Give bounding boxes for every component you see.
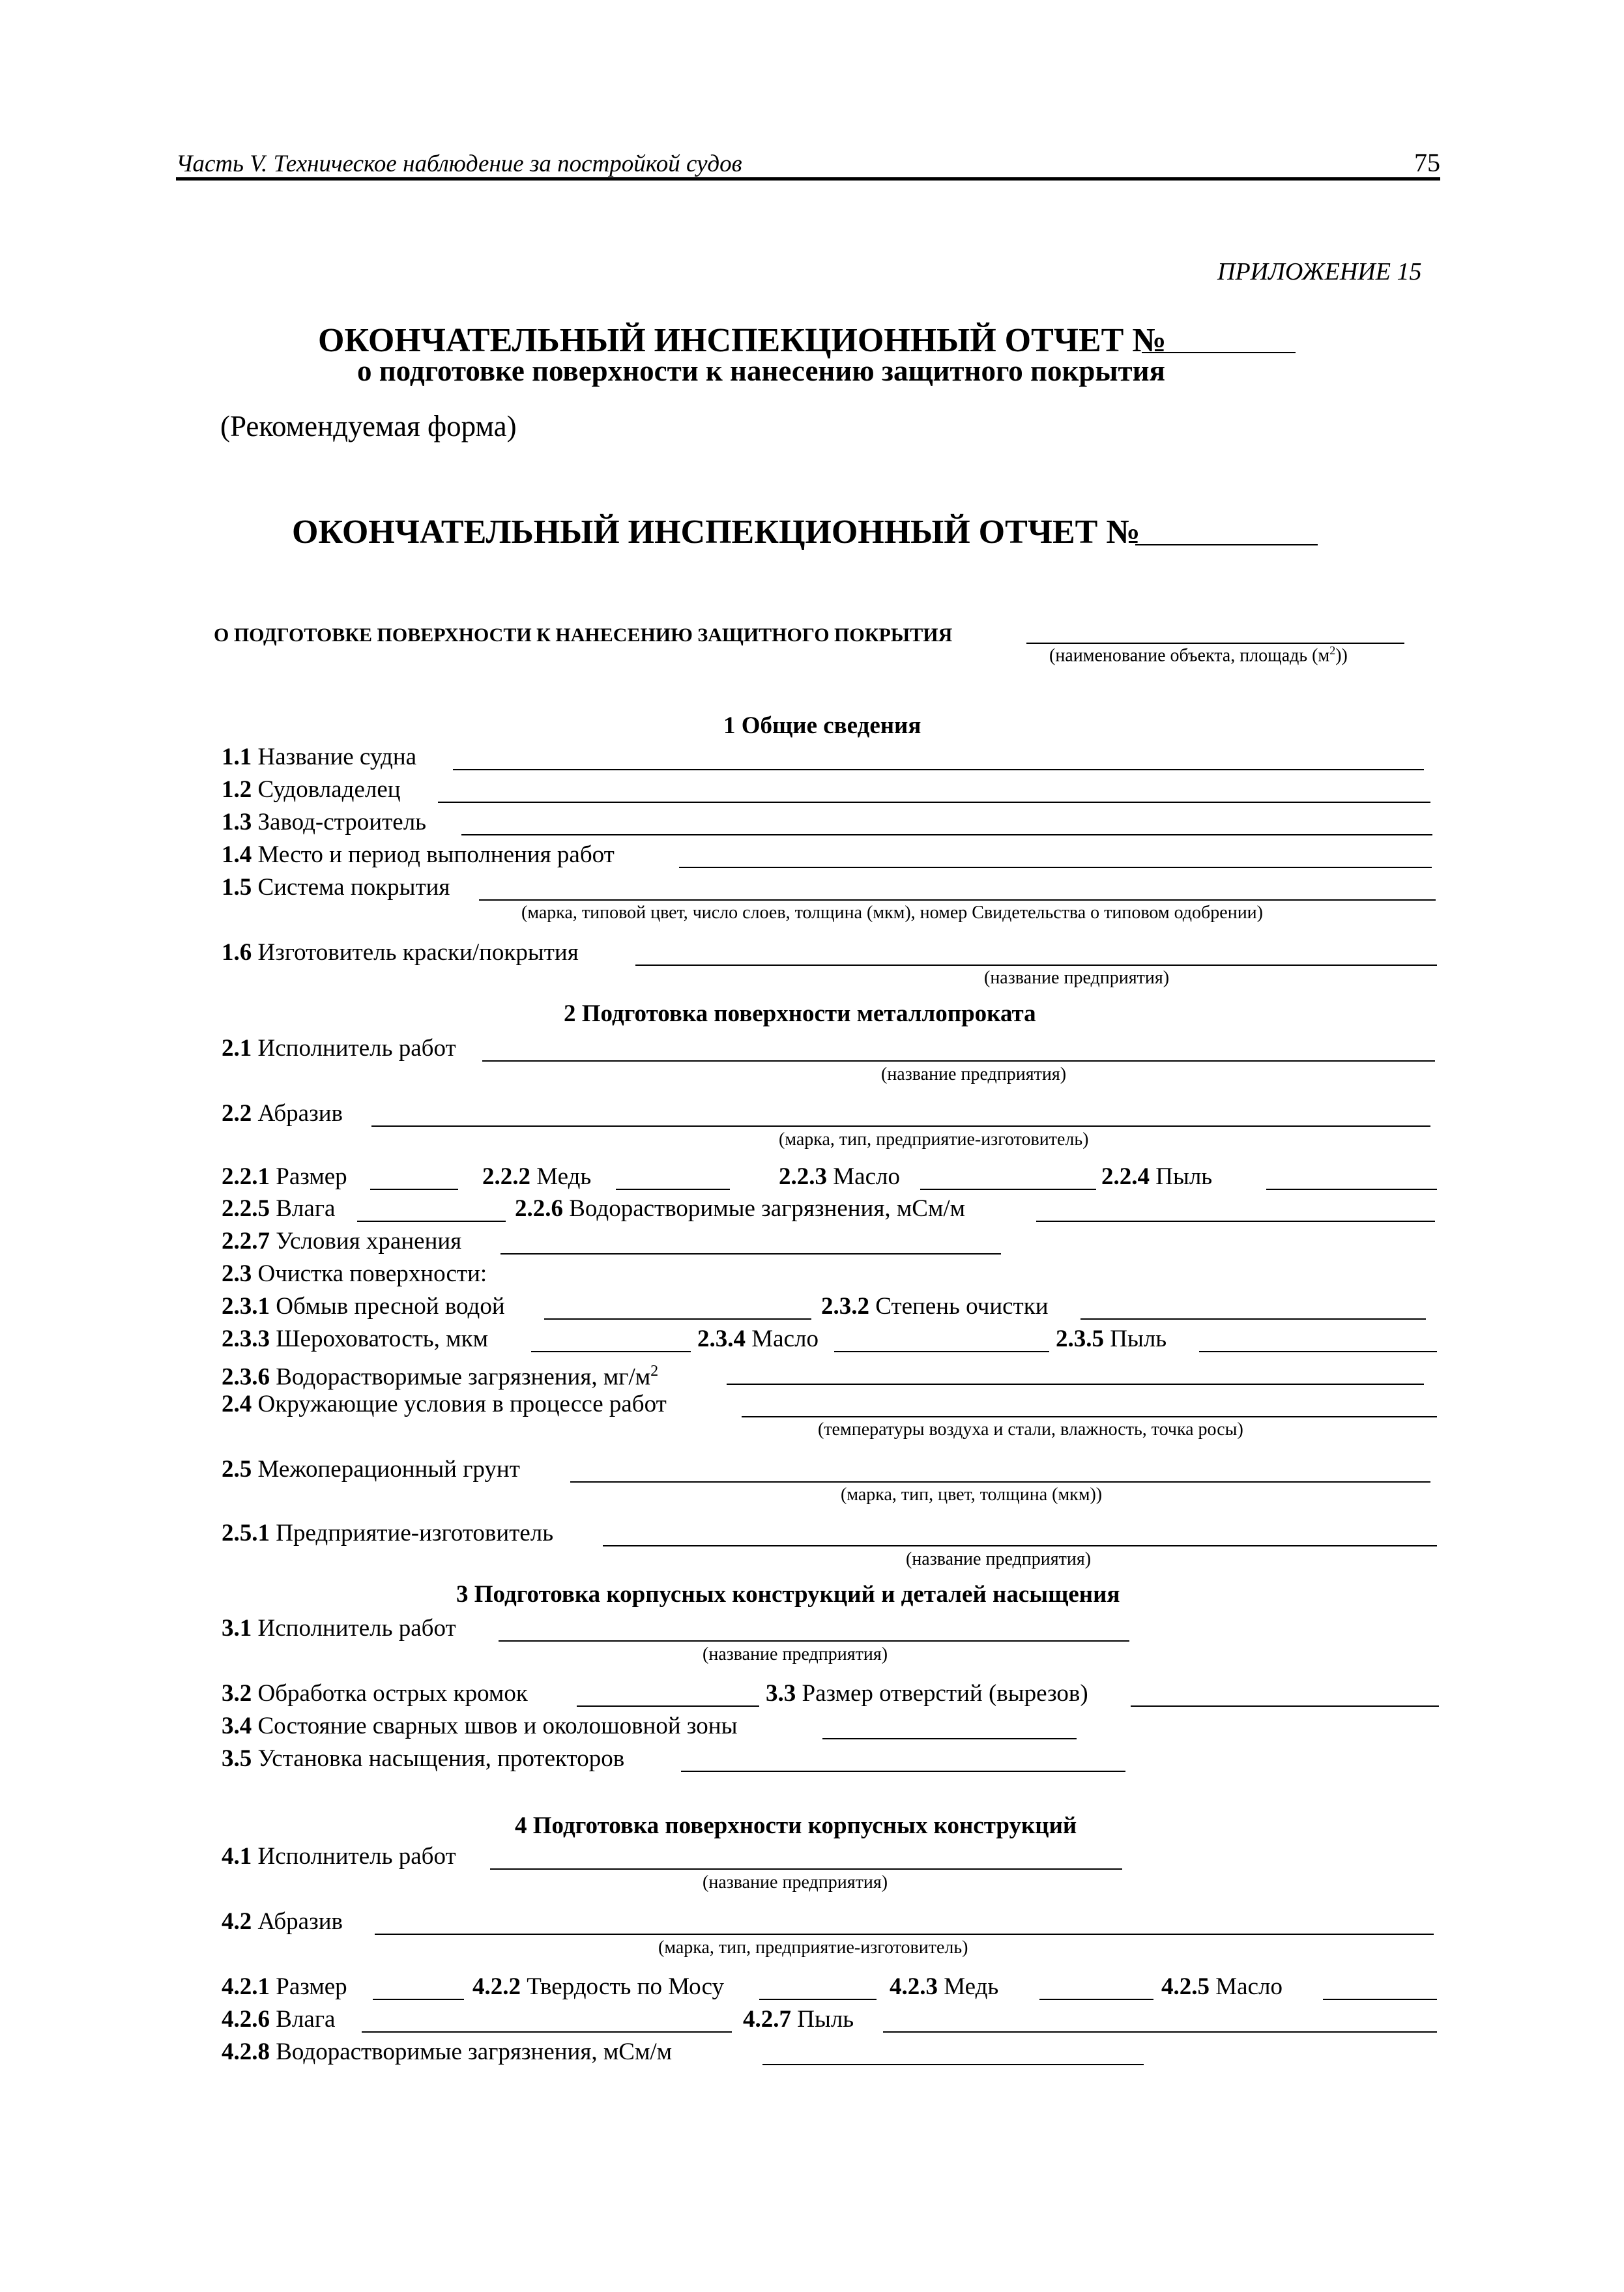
openings-size-input[interactable] [1131,1705,1439,1707]
outfitting-input[interactable] [681,1771,1125,1772]
field-2-2-1 [222,1165,347,1189]
label: Обработка острых кромок [257,1680,528,1707]
field-4-2-1 [222,1975,347,1999]
label: Пыль [1155,1163,1213,1190]
num: 2.3.2 [821,1293,869,1320]
num: 4.2.6 [222,2006,270,2033]
mohs-hardness-input[interactable] [759,1999,877,2000]
num: 3.3 [766,1680,796,1707]
report-title: ОКОНЧАТЕЛЬНЫЙ ИНСПЕКЦИОННЫЙ ОТЧЕТ № [318,322,1167,359]
num: 2.2 [222,1100,252,1127]
page-number: 75 [1414,148,1440,177]
header-rule [176,177,1440,181]
field-2-5-1 [222,1521,553,1545]
num: 1.4 [222,841,252,868]
size-input[interactable] [370,1189,458,1190]
surface-dust-input[interactable] [1199,1351,1437,1352]
label: Размер [276,1973,347,2000]
field-1-6 [222,940,579,965]
label: Размер отверстий (вырезов) [802,1680,1088,1707]
field-4-1 [222,1844,456,1868]
num: 2.3.4 [697,1326,746,1352]
field-3-3 [766,1681,1088,1705]
num: 3.1 [222,1615,252,1642]
sharp-edges-input[interactable] [577,1705,759,1707]
paint-manufacturer-input[interactable] [635,965,1437,966]
label: Водорастворимые загрязнения, мг/м [276,1363,651,1391]
num: 2.2.1 [222,1163,270,1190]
field-2-5 [222,1457,520,1481]
num: 2.3.1 [222,1293,270,1320]
num: 3.4 [222,1713,252,1739]
num: 2.2.2 [482,1163,530,1190]
field-2-1 [222,1036,456,1060]
label: Размер [276,1163,347,1190]
field-2-2-6 [515,1197,965,1221]
surface-soluble-input[interactable] [727,1384,1424,1385]
field-2-2-2 [482,1165,591,1189]
object-caption-sup: 2 [1329,644,1336,657]
freshwater-wash-input[interactable] [544,1318,811,1320]
label: Очистка поверхности: [257,1260,487,1287]
label: Состояние сварных швов и околошовной зоны [257,1713,738,1739]
environment-input[interactable] [742,1416,1437,1417]
primer-manufacturer-input[interactable] [603,1545,1437,1546]
coating-system-input[interactable] [479,899,1436,901]
form-subtitle: О ПОДГОТОВКЕ ПОВЕРХНОСТИ К НАНЕСЕНИЮ ЗАЩИТНОГО ПОКРЫТИЯ [214,624,953,646]
oil-input[interactable] [920,1189,1096,1190]
contractor-input[interactable] [482,1060,1435,1062]
field-2-2-5 [222,1197,335,1221]
label: Абразив [257,1908,343,1935]
num: 3.2 [222,1680,252,1707]
label: Окружающие условия в процессе работ [257,1391,667,1417]
num: 2.2.4 [1101,1163,1150,1190]
object-name-caption [1049,644,1348,666]
environment-caption: (температуры воздуха и стали, влажность, точка росы) [818,1419,1243,1440]
field-2-2-7 [222,1229,461,1253]
field-4-2-7 [743,2007,854,2031]
running-title: Часть V. Техническое наблюдение за постройкой судов [176,151,742,177]
field-4-2-3 [890,1975,998,1999]
hull-contractor-caption: (название предприятия) [703,1644,888,1664]
field-2-2 [222,1101,343,1125]
label: Система покрытия [257,874,450,901]
section-4-title: 4 Подготовка поверхности корпусных конструкций [515,1812,1077,1839]
report-number-field[interactable] [1142,352,1296,353]
weld-condition-input[interactable] [822,1738,1077,1739]
num: 1.5 [222,874,252,901]
field-4-2-6 [222,2007,335,2031]
section-2-title: 2 Подготовка поверхности металлопроката [564,1000,1036,1027]
field-4-2-8 [222,2040,672,2064]
field-2-3-6 [222,1359,658,1389]
field-2-3 [222,1262,487,1286]
label: Исполнитель работ [257,1843,456,1870]
dust-input[interactable] [1266,1189,1437,1190]
num: 2.3 [222,1260,252,1287]
num: 2.2.5 [222,1195,270,1222]
field-1-1 [222,745,416,769]
hull-contractor-input[interactable] [499,1640,1129,1642]
field-2-3-1 [222,1294,505,1318]
num: 4.2.1 [222,1973,270,2000]
appendix-label: ПРИЛОЖЕНИЕ 15 [1217,258,1422,285]
abrasive-caption: (марка, тип, предприятие-изготовитель) [779,1129,1089,1150]
shipowner-input[interactable] [438,802,1430,803]
sup: 2 [650,1363,659,1380]
ship-name-input[interactable] [453,769,1424,770]
label: Завод-строитель [257,809,427,835]
num: 4.2.7 [743,2006,791,2033]
form-number-field[interactable] [1135,544,1318,545]
num: 2.3.3 [222,1326,270,1352]
field-2-3-5 [1056,1327,1167,1351]
field-2-2-4 [1101,1165,1212,1189]
form-title: ОКОНЧАТЕЛЬНЫЙ ИНСПЕКЦИОННЫЙ ОТЧЕТ № [292,514,1140,551]
field-3-4 [222,1714,737,1738]
report-subtitle: о подготовке поверхности к нанесению защитного покрытия [357,355,1165,387]
num: 4.2.2 [472,1973,521,2000]
num: 4.1 [222,1843,252,1870]
num: 1.6 [222,939,252,966]
label: Водорастворимые загрязнения, мСм/м [569,1195,966,1222]
field-3-2 [222,1681,528,1705]
label: Судовладелец [257,776,401,803]
num: 2.4 [222,1391,252,1417]
label: Установка насыщения, протекторов [257,1745,625,1772]
num: 2.2.7 [222,1228,270,1255]
abrasive-copper-input[interactable] [1039,1999,1153,2000]
surface-abrasive-caption: (марка, тип, предприятие-изготовитель) [658,1937,968,1958]
field-2-3-2 [821,1294,1049,1318]
section-3-title: 3 Подготовка корпусных конструкций и деталей насыщения [456,1581,1120,1608]
field-1-3 [222,810,426,834]
num: 1.1 [222,744,252,770]
surface-abrasive-input[interactable] [375,1934,1434,1935]
surface-contractor-input[interactable] [490,1868,1122,1870]
label: Предприятие-изготовитель [276,1520,554,1546]
field-4-2 [222,1909,343,1934]
num: 2.3.6 [222,1363,270,1391]
abrasive-soluble-input[interactable] [762,2064,1144,2065]
soluble-contaminants-input[interactable] [1036,1221,1435,1222]
num: 2.3.5 [1056,1326,1104,1352]
abrasive-oil-input[interactable] [1323,1999,1437,2000]
num: 4.2.8 [222,2038,270,2065]
field-2-3-4 [697,1327,819,1351]
moisture-input[interactable] [357,1221,506,1222]
label: Межоперационный грунт [257,1456,520,1483]
primer-manufacturer-caption: (название предприятия) [906,1549,1092,1569]
coating-system-caption: (марка, типовой цвет, число слоев, толщина (мкм), номер Свидетельства о типовом одобрении) [521,903,1263,923]
abrasive-dust-input[interactable] [883,2031,1437,2033]
field-1-5 [222,875,450,899]
label: Абразив [257,1100,343,1127]
label: Исполнитель работ [257,1615,456,1642]
field-1-2 [222,777,401,802]
label: Изготовитель краски/покрытия [257,939,579,966]
label: Твердость по Мосу [527,1973,725,2000]
field-3-1 [222,1616,456,1640]
label: Влага [276,1195,336,1222]
field-1-4 [222,843,615,867]
shop-primer-input[interactable] [570,1481,1430,1483]
num: 2.1 [222,1035,252,1062]
cleanliness-degree-input[interactable] [1080,1318,1426,1320]
object-caption-end: )) [1335,645,1348,666]
num: 2.2.6 [515,1195,563,1222]
label: Влага [276,2006,336,2033]
label: Медь [944,1973,999,2000]
label: Исполнитель работ [257,1035,456,1062]
object-caption-text: (наименование объекта, площадь (м [1049,645,1330,666]
field-2-4 [222,1392,667,1416]
recommended-form-note: (Рекомендуемая форма) [220,410,517,442]
abrasive-input[interactable] [371,1125,1430,1127]
section-1-title: 1 Общие сведения [723,712,921,739]
label: Название судна [257,744,417,770]
paint-manufacturer-caption: (название предприятия) [984,968,1170,988]
storage-conditions-input[interactable] [500,1253,1001,1255]
label: Водорастворимые загрязнения, мСм/м [276,2038,673,2065]
field-2-3-3 [222,1327,488,1351]
shop-primer-caption: (марка, тип, цвет, толщина (мкм)) [841,1485,1103,1505]
num: 3.5 [222,1745,252,1772]
label: Масло [833,1163,900,1190]
field-2-2-3 [779,1165,900,1189]
num: 2.5 [222,1456,252,1483]
num: 4.2.3 [890,1973,938,2000]
place-period-input[interactable] [679,867,1432,868]
num: 1.2 [222,776,252,803]
copper-input[interactable] [616,1189,730,1190]
num: 1.3 [222,809,252,835]
shipyard-input[interactable] [461,834,1432,835]
label: Место и период выполнения работ [257,841,615,868]
roughness-input[interactable] [531,1351,691,1352]
abrasive-moisture-input[interactable] [362,2031,732,2033]
num: 4.2.5 [1161,1973,1210,2000]
surface-oil-input[interactable] [834,1351,1049,1352]
contractor-caption: (название предприятия) [881,1064,1067,1084]
label: Медь [536,1163,592,1190]
field-3-5 [222,1747,624,1771]
field-4-2-5 [1161,1975,1283,1999]
label: Обмыв пресной водой [276,1293,505,1320]
abrasive-size-input[interactable] [373,1999,464,2000]
num: 4.2 [222,1908,252,1935]
label: Степень очистки [875,1293,1049,1320]
label: Шероховатость, мкм [276,1326,488,1352]
num: 2.2.3 [779,1163,827,1190]
label: Масло [1215,1973,1283,2000]
label: Пыль [1110,1326,1167,1352]
label: Условия хранения [276,1228,462,1255]
surface-contractor-caption: (название предприятия) [703,1872,888,1893]
num: 2.5.1 [222,1520,270,1546]
label: Пыль [797,2006,854,2033]
label: Масло [751,1326,819,1352]
field-4-2-2 [472,1975,724,1999]
